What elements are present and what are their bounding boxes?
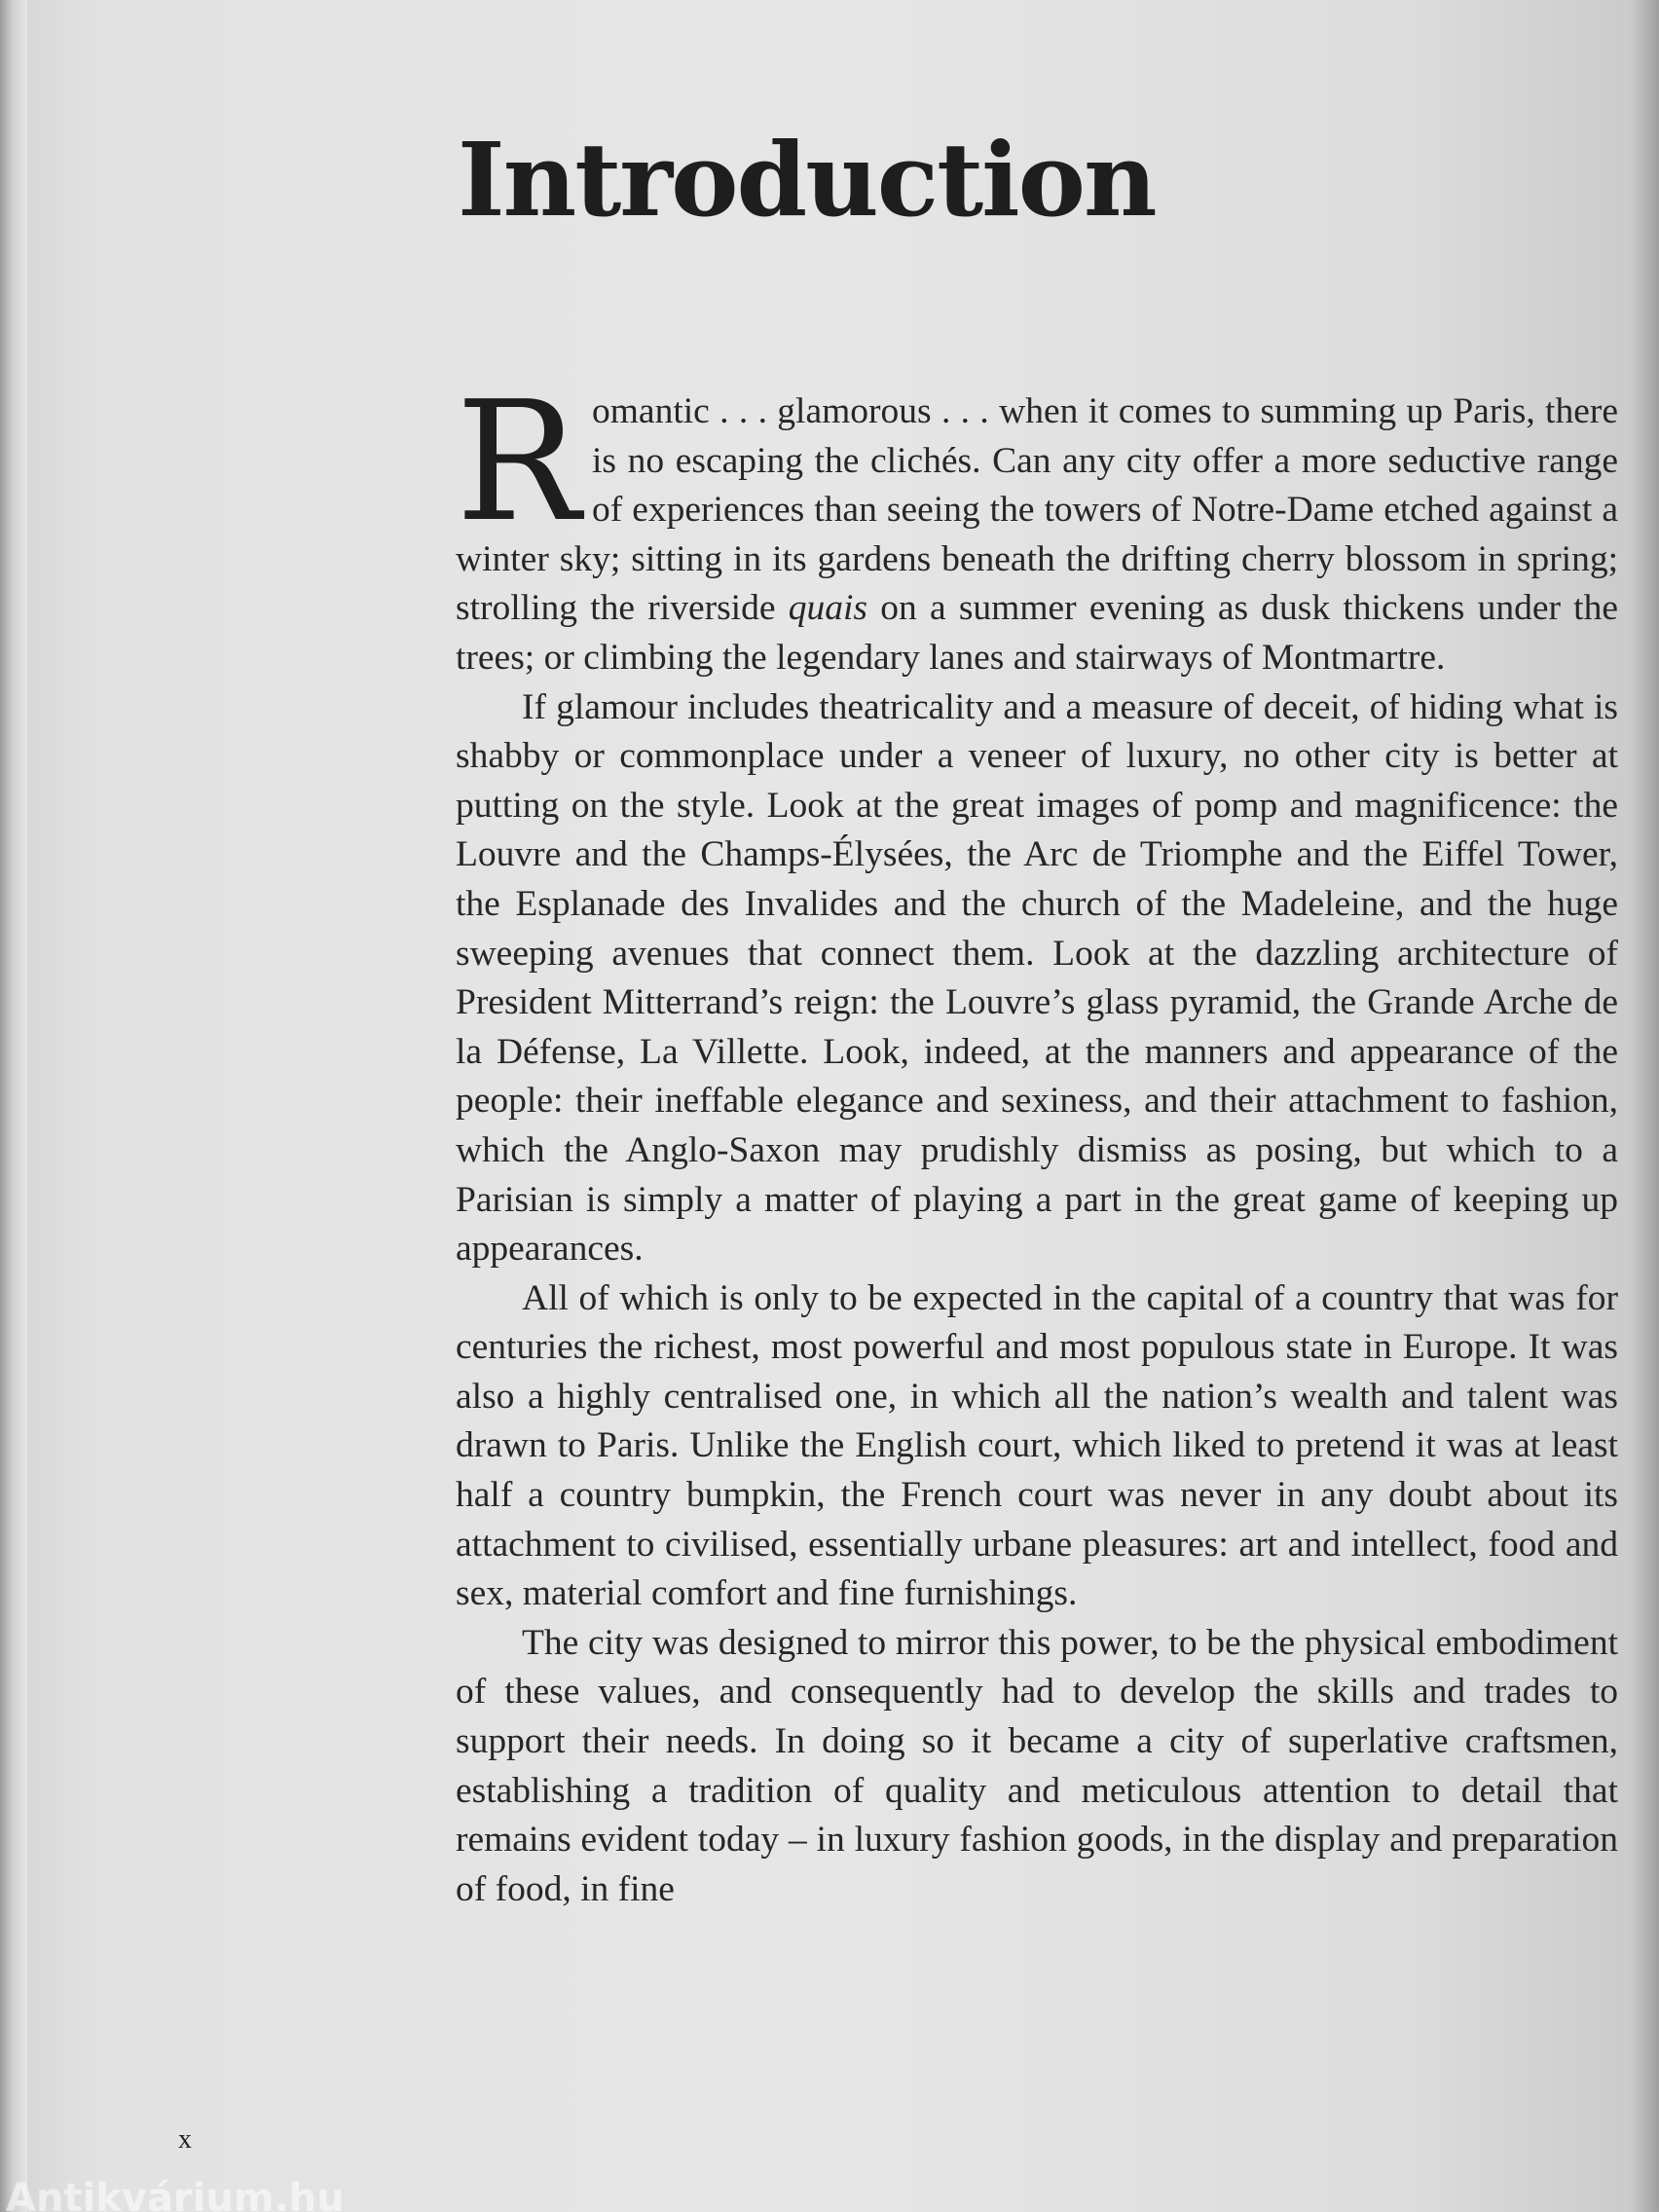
paragraph-4: The city was designed to mirror this power, to be the physical embodiment of these values, and consequently had to develop the skills and trades to support their needs. In doing so it became a city of superlative craftsmen, establishing a tradition of quality and meticulous attention to detail that remains evident today – in luxury fashion goods, in the display and preparation of food, in fine [456,1622,1618,1909]
paragraph-2: If glamour includes theatricality and a measure of deceit, of hiding what is shabby or commonplace under a veneer of luxury, no other city is better at putting on the style. Look at the great images of pomp and magnificence: the Louvre and the Champs-Élysées, the Arc de Triomphe and the Eiffel Tower, the Esplanade des Invalides and the church of the Madeleine, and the huge sweeping avenues that connect them. Look at the dazzling architecture of President Mitterrand’s reign: the Louvre’s glass pyramid, the Grande Arche de la Défense, La Villette. Look, indeed, at the manners and appearance of the people: their ineffable elegance and sexiness, and their attachment to fashion, which the Anglo-Saxon may prudishly dismiss as posing, but which to a Parisian is simply a matter of playing a part in the great game of keeping up appearances. [456,686,1618,1270]
watermark: Antikvárium.hu [6,2176,345,2212]
page-right-shadow [1630,0,1659,2212]
paragraph-1-italic: quais [788,588,867,629]
page-left-edge [0,0,27,2212]
paragraph-3: All of which is only to be expected in the capital of a country that was for centuries the richest, most powerful and most populous state in Europe. It was also a highly centralised one, in which all the nation’s wealth and talent was drawn to Paris. Unlike the English court, which liked to pretend it was at least half a country bumpkin, the French court was never in any doubt about its attachment to civilised, essentially urbane pleasures: art and intellect, food and sex, material comfort and fine furnishings. [456,1277,1618,1614]
paragraph-1 [456,366,1618,683]
drop-cap: R [456,366,580,559]
page-number: x [178,2124,192,2155]
chapter-title: Introduction [458,120,1156,240]
body-text [456,366,1618,1914]
paragraph-1-text-after: on a summer evening as dusk thickens under the trees; or climbing the legendary lanes and stairways of Montmartre. [456,588,1618,678]
paragraph-1-text: omantic . . . glamorous . . . when it comes to summing up Paris, there is no escaping the clichés. Can any city offer a more seductive range of experiences than seeing the towers of Notre-Dame etched against a winter sky; sitting in its gardens beneath the drifting cherry blossom in spring; strolling the riverside [456,391,1618,629]
